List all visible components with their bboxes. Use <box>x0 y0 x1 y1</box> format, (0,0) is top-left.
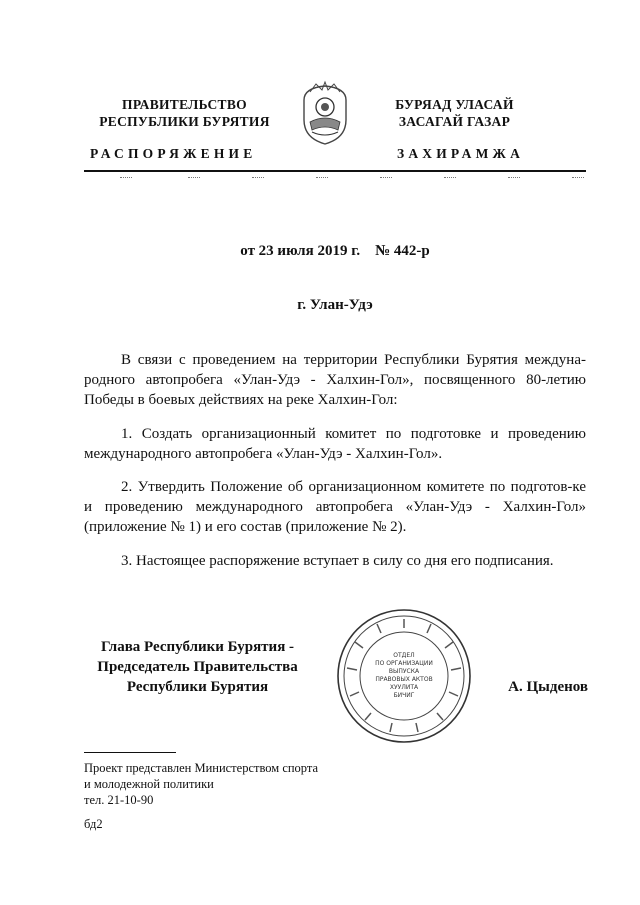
date-number: от 23 июля 2019 г. № 442-р <box>240 243 430 259</box>
seal-text-line1: ОТДЕЛ <box>393 652 415 659</box>
org-name-line2: РЕСПУБЛИКИ БУРЯТИЯ <box>99 114 270 129</box>
org-name-bur-line2: ЗАСАГАЙ ГАЗАР <box>398 114 511 129</box>
seal-text-line6: БИЧИГ <box>393 692 415 699</box>
paragraph-1: 1. Создать организационный комитет по подготовке и проведению международного автопробега «Улан-Удэ - Халхин-Гол». <box>84 426 586 462</box>
position-line3: Республики Бурятия <box>126 679 269 695</box>
seal-text-line4: ПРАВОВЫХ АКТОВ <box>375 676 433 683</box>
header-rule <box>84 170 586 172</box>
footer-line2: и молодежной политики <box>84 777 214 791</box>
org-name-bur-line1: БУРЯАД УЛАСАЙ <box>395 97 514 112</box>
paragraph-3: 3. Настоящее распоряжение вступает в силу со дня его подписания. <box>121 553 554 569</box>
org-name-line1: ПРАВИТЕЛЬСТВО <box>122 97 247 112</box>
signatory-position <box>80 637 315 697</box>
footer-note <box>84 760 384 832</box>
signatory-name: А. Цыденов <box>508 679 588 695</box>
official-seal-icon <box>336 608 472 744</box>
header-right-block <box>362 96 547 130</box>
footer-line1: Проект представлен Министерством спорта <box>84 761 319 775</box>
doc-type-right: ЗАХИРАМЖА <box>397 146 525 161</box>
seal-text-line2: ПО ОРГАНИЗАЦИИ <box>375 660 433 667</box>
body-text <box>84 350 586 571</box>
header-dotted-line <box>84 177 586 185</box>
city: г. Улан-Удэ <box>297 297 373 313</box>
position-line2: Председатель Правительства <box>97 659 298 675</box>
paragraph-intro: В связи с проведением на территории Республики Бурятия междуна-родного автопробега «Улан-Удэ - Халхин-Гол», посвященного 80-летию Победы в боевых действиях на реке Халхин-Гол: <box>84 352 586 408</box>
position-line1: Глава Республики Бурятия - <box>100 639 295 655</box>
seal-text-line3: ВЫПУСКА <box>388 668 420 675</box>
footer-code: бд2 <box>84 817 103 831</box>
footnote-rule <box>84 752 176 753</box>
paragraph-2: 2. Утвердить Положение об организационном комитете по подготов-ке и проведению международного автопробега «Улан-Удэ - Халхин-Гол» (приложение № 1) и его состав (приложение № 2). <box>84 479 586 535</box>
header-left-block <box>92 96 277 130</box>
coat-of-arms-icon <box>300 80 350 148</box>
seal-text-line5: ХУУЛИТА <box>389 684 419 691</box>
doc-type-left: РАСПОРЯЖЕНИЕ <box>90 146 257 161</box>
footer-phone: тел. 21-10-90 <box>84 793 154 807</box>
